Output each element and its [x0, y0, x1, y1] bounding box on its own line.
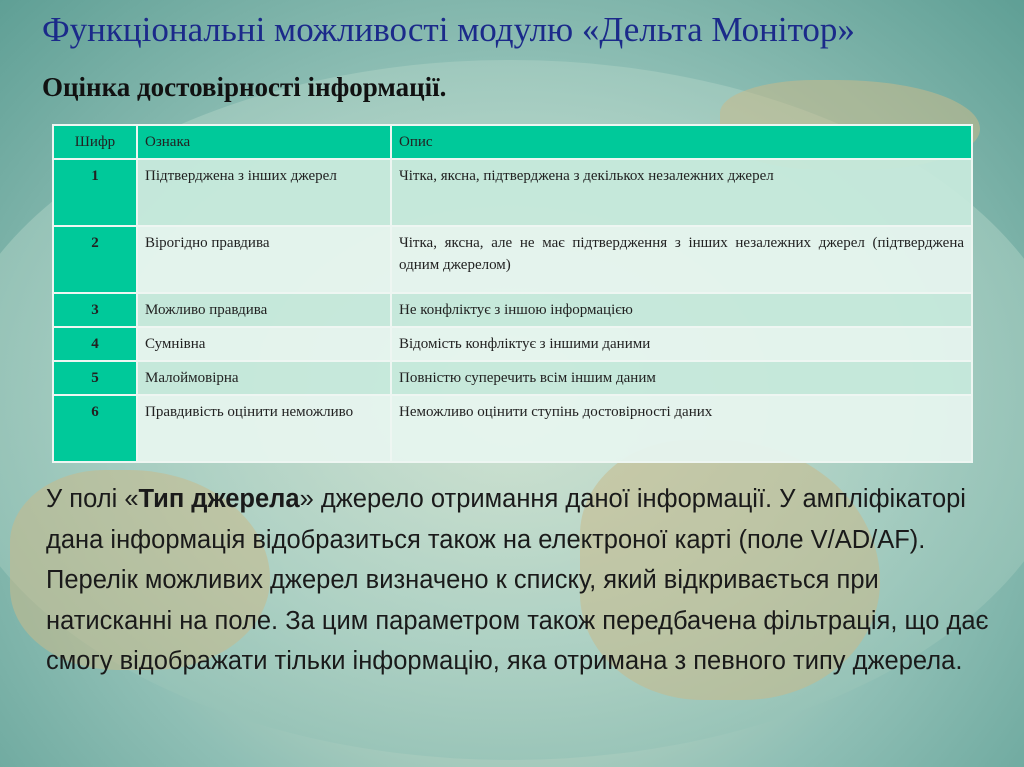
- cell-code: 3: [53, 293, 137, 327]
- header-code: Шифр: [53, 125, 137, 159]
- cell-desc: Відомість конфліктує з іншими даними: [391, 327, 972, 361]
- paragraph-text: » джерело отримання даної інформації. У ампліфікаторі дана інформація відобразиться також на електроної карті (поле V/AD/AF). Перелік можливих джерел визначено к списку, який відкривається при натисканні на поле. За цим параметром також передбачена фільтрація, що дає смогу відображати тільки інформацію, яка отримана з певного типу джерела.: [46, 485, 989, 675]
- table-row: [53, 395, 972, 462]
- cell-sign: Можливо правдива: [137, 293, 391, 327]
- table-row: [53, 293, 972, 327]
- cell-sign: Підтверджена з інших джерел: [137, 159, 391, 226]
- paragraph-text: У полі «: [46, 485, 139, 513]
- cell-sign: Правдивість оцінити неможливо: [137, 395, 391, 462]
- table-row: [53, 226, 972, 293]
- cell-code: 1: [53, 159, 137, 226]
- cell-desc: Чітка, яксна, але не має підтвердження з інших незалежних джерел (підтверджена одним джерелом): [391, 226, 972, 293]
- slide-subtitle: Оцінка достовірності інформації.: [42, 72, 447, 102]
- cell-sign: Вірогідно правдива: [137, 226, 391, 293]
- cell-code: 6: [53, 395, 137, 462]
- cell-desc: Не конфліктує з іншою інформацією: [391, 293, 972, 327]
- cell-sign: Малоймовірна: [137, 361, 391, 395]
- table-header-row: [53, 125, 972, 159]
- table-row: [53, 361, 972, 395]
- cell-code: 5: [53, 361, 137, 395]
- cell-code: 2: [53, 226, 137, 293]
- header-sign: Ознака: [137, 125, 391, 159]
- reliability-table: [52, 124, 973, 463]
- table-row: [53, 327, 972, 361]
- header-desc: Опис: [391, 125, 972, 159]
- cell-code: 4: [53, 327, 137, 361]
- table-row: [53, 159, 972, 226]
- cell-desc: Чітка, яксна, підтверджена з декількох незалежних джерел: [391, 159, 972, 226]
- cell-desc: Повністю суперечить всім іншим даним: [391, 361, 972, 395]
- body-paragraph: [46, 479, 1006, 682]
- cell-desc: Неможливо оцінити ступінь достовірності даних: [391, 395, 972, 462]
- paragraph-bold-term: Тип джерела: [138, 485, 300, 513]
- cell-sign: Сумнівна: [137, 327, 391, 361]
- slide-title: Функціональні можливості модулю «Дельта Монітор»: [42, 10, 855, 49]
